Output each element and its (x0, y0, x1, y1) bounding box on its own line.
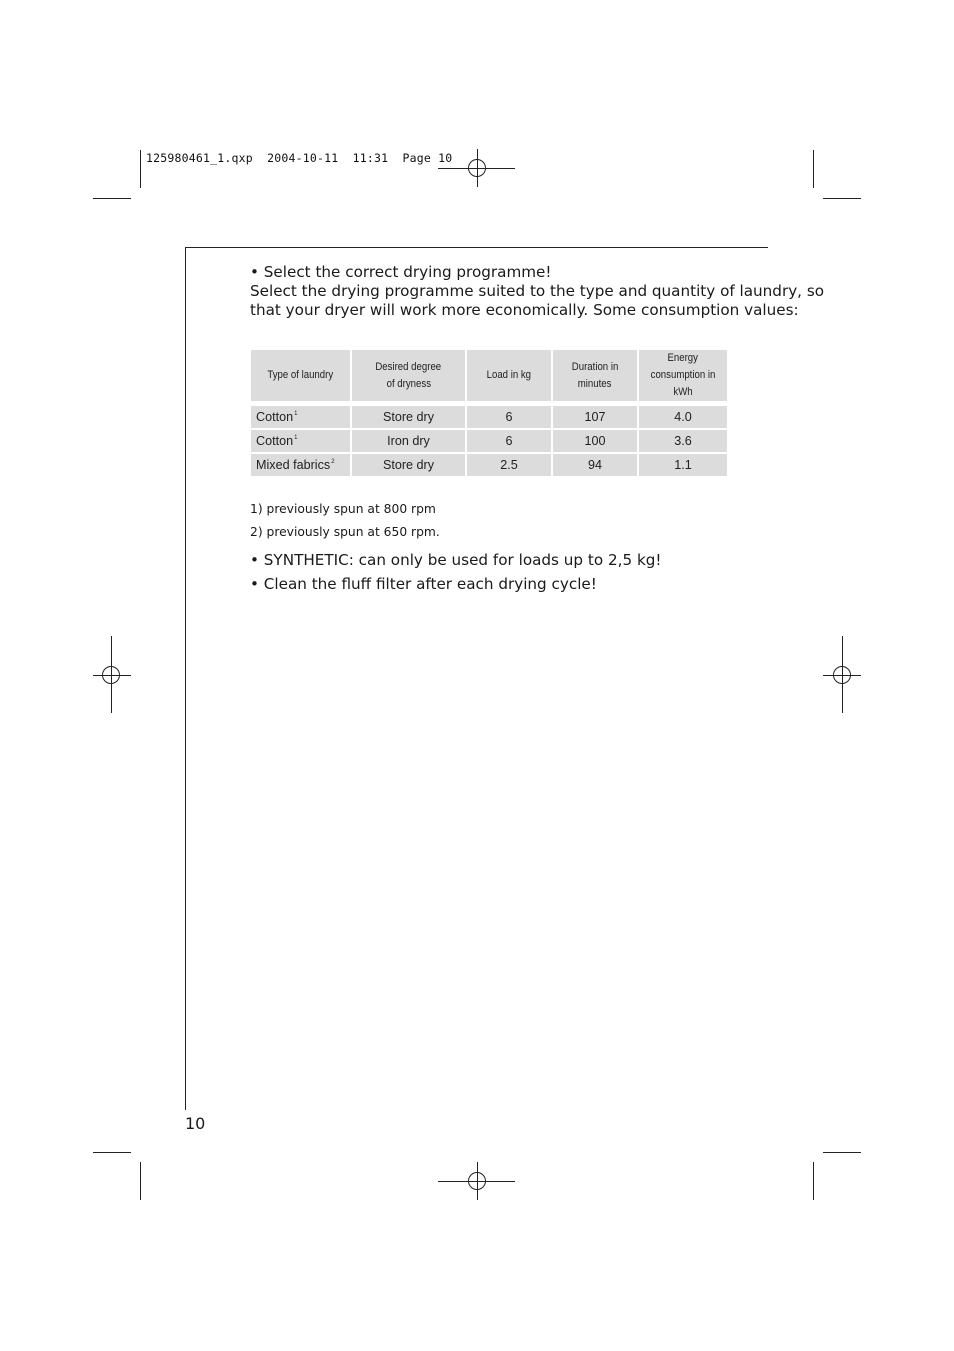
crop-mark (823, 1152, 861, 1153)
column-header: Load in kg (467, 350, 551, 401)
column-header: Duration in minutes (553, 350, 637, 401)
page-top-rule (185, 247, 768, 248)
duration-cell: 100 (553, 430, 637, 452)
crop-mark (813, 150, 814, 188)
duration-cell: 107 (553, 406, 637, 428)
crop-mark (93, 1152, 131, 1153)
column-header: Desired degree of dryness (352, 350, 465, 401)
crop-mark (140, 1162, 141, 1200)
energy-cell: 1.1 (639, 454, 727, 476)
bullet-synthetic: • SYNTHETIC: can only be used for loads up to 2,5 kg! (250, 551, 662, 569)
consumption-table (249, 348, 729, 478)
crop-mark (813, 1162, 814, 1200)
footnote: 2) previously spun at 650 rpm. (250, 525, 440, 539)
energy-cell: 4.0 (639, 406, 727, 428)
duration-cell: 94 (553, 454, 637, 476)
column-header: Energy consumption in kWh (639, 350, 727, 401)
laundry-type-cell: Cotton$^1$ (251, 406, 350, 428)
intro-line: Select the drying programme suited to the type and quantity of laundry, so (250, 282, 825, 300)
registration-circle (468, 1172, 486, 1190)
energy-cell: 3.6 (639, 430, 727, 452)
section-heading: • Select the correct drying programme! (250, 263, 552, 281)
column-header: Type of laundry (251, 350, 350, 401)
load-cell: 6 (467, 406, 551, 428)
intro-line: that your dryer will work more economically. Some consumption values: (250, 301, 799, 319)
dryness-cell: Store dry (352, 454, 465, 476)
laundry-type-cell: Mixed fabrics$^2$ (251, 454, 350, 476)
bullet-fluff-filter: • Clean the fluff filter after each drying cycle! (250, 575, 597, 593)
table-row (251, 430, 727, 452)
table-row (251, 454, 727, 476)
registration-circle (833, 666, 851, 684)
load-cell: 2.5 (467, 454, 551, 476)
page-number: 10 (185, 1114, 206, 1133)
registration-circle (468, 159, 486, 177)
crop-mark (93, 198, 131, 199)
load-cell: 6 (467, 430, 551, 452)
dryness-cell: Store dry (352, 406, 465, 428)
print-slug: 125980461_1.qxp 2004-10-11 11:31 Page 10 (146, 151, 453, 165)
table-row (251, 406, 727, 428)
table-header-row (251, 350, 727, 401)
laundry-type-cell: Cotton$^1$ (251, 430, 350, 452)
dryness-cell: Iron dry (352, 430, 465, 452)
registration-circle (102, 666, 120, 684)
crop-mark (140, 150, 141, 188)
page-left-rule (185, 247, 186, 1110)
footnote: 1) previously spun at 800 rpm (250, 502, 436, 516)
crop-mark (823, 198, 861, 199)
